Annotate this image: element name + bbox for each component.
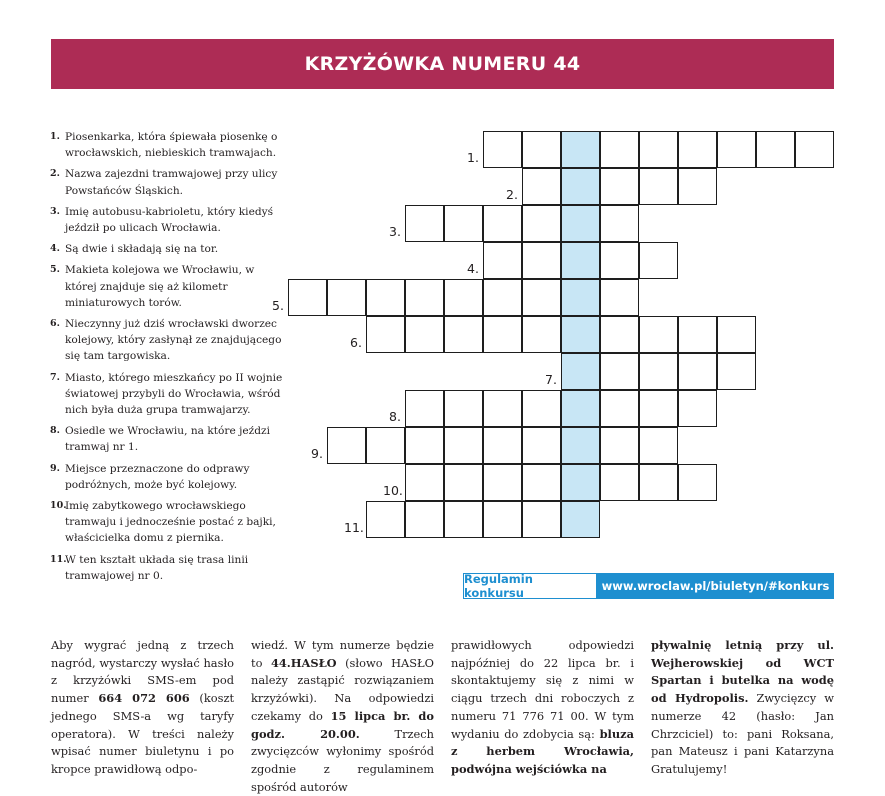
- instructions-column-4: [651, 637, 834, 779]
- row-number-label: 3.: [389, 224, 401, 239]
- clue-item: [50, 370, 285, 419]
- body-text: Zwycięzcy w numerze 42 (hasło: Jan Chrzciciel) to: pani Roksana, pan Mateusz i pani Katarzyna Gratulujemy!: [651, 691, 834, 776]
- clue-number: 11.: [50, 553, 67, 565]
- crossword-cell[interactable]: [405, 464, 444, 501]
- clue-item: [50, 552, 285, 584]
- clue-number: 5.: [50, 264, 60, 276]
- clue-text: Miasto, którego mieszkańcy po II wojnie światowej przybyli do Wrocławia, wśród nich była duża grupa tramwajarzy.: [65, 371, 283, 417]
- row-number-label: 8.: [389, 409, 401, 424]
- highlighted-text: 664 072 606: [98, 691, 190, 706]
- clue-text: Są dwie i składają się na tor.: [65, 243, 219, 256]
- body-text: Aby wygrać jedną z trzech nagród, wystarczy wysłać hasło z krzyżówki SMS-em pod numer: [51, 638, 234, 706]
- clue-text: W ten kształt układa się trasa linii tramwajowej nr 0.: [65, 553, 249, 582]
- crossword-cell[interactable]: [483, 464, 522, 501]
- crossword-cell[interactable]: [678, 353, 717, 390]
- crossword-cell[interactable]: [522, 168, 561, 205]
- highlighted-text: 44.HASŁO: [270, 655, 337, 670]
- answer-key-cell[interactable]: [561, 205, 600, 242]
- crossword-cell[interactable]: [639, 131, 678, 168]
- clue-text: Miejsce przeznaczone do odprawy podróżnych, może być kolejowy.: [65, 462, 250, 491]
- crossword-cell[interactable]: [405, 390, 444, 427]
- crossword-cell[interactable]: [600, 279, 639, 316]
- clue-item: [50, 129, 285, 161]
- clue-number: 8.: [50, 425, 60, 437]
- crossword-cell[interactable]: [678, 316, 717, 353]
- clue-item: [50, 423, 285, 455]
- instructions-column-2: [251, 637, 434, 796]
- crossword-cell[interactable]: [522, 427, 561, 464]
- clue-text: Makieta kolejowa we Wrocławiu, w której znajduje się aż kilometr miniaturowych torów.: [65, 264, 255, 309]
- body-text: prawidłowych odpowiedzi najpóźniej do 22 lipca br. i skontaktujemy się z nimi w ciągu trzech dni roboczych z numeru 71 776 71 00. W tym wydaniu do zdobycia są:: [451, 638, 634, 741]
- crossword-cell[interactable]: [366, 279, 405, 316]
- crossword-cell[interactable]: [366, 501, 405, 538]
- crossword-cell[interactable]: [405, 501, 444, 538]
- crossword-cell[interactable]: [600, 131, 639, 168]
- crossword-cell[interactable]: [522, 131, 561, 168]
- crossword-cell[interactable]: [405, 316, 444, 353]
- clue-item: [50, 241, 285, 257]
- crossword-cell[interactable]: [639, 464, 678, 501]
- clue-number: 7.: [50, 371, 60, 383]
- crossword-cell[interactable]: [522, 390, 561, 427]
- crossword-cell[interactable]: [405, 279, 444, 316]
- crossword-cell[interactable]: [483, 279, 522, 316]
- clue-list: [50, 129, 285, 589]
- rules-label[interactable]: Regulamin konkursu: [463, 573, 597, 599]
- crossword-cell[interactable]: [639, 390, 678, 427]
- crossword-cell[interactable]: [327, 279, 366, 316]
- crossword-cell[interactable]: [444, 316, 483, 353]
- crossword-cell[interactable]: [717, 131, 756, 168]
- clue-item: [50, 461, 285, 493]
- crossword-cell[interactable]: [639, 242, 678, 279]
- row-number-label: 2.: [506, 187, 518, 202]
- rules-link[interactable]: www.wroclaw.pl/biuletyn/#konkurs: [597, 573, 834, 599]
- answer-key-cell[interactable]: [561, 427, 600, 464]
- crossword-cell[interactable]: [444, 390, 483, 427]
- crossword-cell[interactable]: [600, 168, 639, 205]
- crossword-cell[interactable]: [600, 242, 639, 279]
- crossword-header: [51, 39, 834, 89]
- instructions-column-3: [451, 637, 634, 779]
- answer-key-cell[interactable]: [561, 131, 600, 168]
- crossword-cell[interactable]: [639, 353, 678, 390]
- crossword-cell[interactable]: [405, 205, 444, 242]
- crossword-cell[interactable]: [522, 501, 561, 538]
- clue-item: [50, 262, 285, 311]
- clue-item: [50, 204, 285, 236]
- crossword-cell[interactable]: [678, 131, 717, 168]
- crossword-cell[interactable]: [366, 427, 405, 464]
- crossword-cell[interactable]: [600, 427, 639, 464]
- crossword-cell[interactable]: [639, 168, 678, 205]
- clue-number: 2.: [50, 168, 60, 180]
- body-text: Trzech zwycięzców wyłonimy spośród zgodnie z regulaminem spośród autorów: [251, 726, 434, 794]
- crossword-cell[interactable]: [678, 168, 717, 205]
- crossword-cell[interactable]: [483, 242, 522, 279]
- row-number-label: 7.: [545, 372, 557, 387]
- crossword-cell[interactable]: [717, 316, 756, 353]
- clue-text: Nieczynny już dziś wrocławski dworzec kolejowy, który zasłynął ze znajdującego się tam targowiska.: [65, 318, 282, 363]
- crossword-cell[interactable]: [444, 205, 483, 242]
- crossword-cell[interactable]: [600, 464, 639, 501]
- crossword-cell[interactable]: [483, 501, 522, 538]
- clue-number: 3.: [50, 205, 60, 217]
- crossword-cell[interactable]: [483, 316, 522, 353]
- clue-number: 1.: [50, 131, 60, 142]
- answer-key-cell[interactable]: [561, 279, 600, 316]
- crossword-cell[interactable]: [795, 131, 834, 168]
- clue-item: [50, 316, 285, 365]
- clue-text: Imię zabytkowego wrocławskiego tramwaju i jednocześnie postać z bajki, właścicielka domu z piernika.: [65, 500, 276, 545]
- crossword-cell[interactable]: [444, 427, 483, 464]
- crossword-cell[interactable]: [600, 390, 639, 427]
- crossword-cell[interactable]: [327, 427, 366, 464]
- answer-key-cell[interactable]: [561, 353, 600, 390]
- clue-text: Piosenkarka, która śpiewała piosenkę o wrocławskich, niebieskich tramwajach.: [65, 131, 278, 160]
- crossword-cell[interactable]: [522, 316, 561, 353]
- body-text: (koszt jednego SMS-a wg taryfy operatora). W treści należy wpisać numer biuletynu i po kropce prawidłową odpo-: [51, 691, 235, 776]
- clue-item: [50, 166, 285, 198]
- crossword-cell[interactable]: [522, 242, 561, 279]
- crossword-cell[interactable]: [522, 205, 561, 242]
- crossword-cell[interactable]: [600, 353, 639, 390]
- answer-key-cell[interactable]: [561, 242, 600, 279]
- answer-key-cell[interactable]: [561, 464, 600, 501]
- highlighted-text: pływalnię letnią przy ul. Wejherowskiej od WCT Spartan i butelka na wodę od Hydropolis.: [651, 638, 834, 706]
- crossword-cell[interactable]: [483, 205, 522, 242]
- crossword-cell[interactable]: [444, 501, 483, 538]
- answer-key-cell[interactable]: [561, 501, 600, 538]
- crossword-cell[interactable]: [639, 316, 678, 353]
- row-number-label: 11.: [344, 520, 364, 535]
- clue-number: 4.: [50, 243, 60, 255]
- row-number-label: 4.: [467, 261, 479, 276]
- row-number-label: 1.: [467, 150, 479, 165]
- clue-text: Imię autobusu-kabrioletu, który kiedyś jeździł po ulicach Wrocławia.: [65, 205, 274, 235]
- body-text: (słowo HASŁO należy zastąpić rozwiązaniem krzyżówki). Na odpowiedzi czekamy do: [251, 655, 434, 723]
- crossword-cell[interactable]: [288, 279, 327, 316]
- crossword-cell[interactable]: [444, 279, 483, 316]
- crossword-cell[interactable]: [483, 390, 522, 427]
- body-text: wiedź. W tym numerze będzie to: [251, 638, 434, 670]
- crossword-cell[interactable]: [600, 205, 639, 242]
- crossword-cell[interactable]: [405, 427, 444, 464]
- answer-key-cell[interactable]: [561, 316, 600, 353]
- crossword-title: KRZYŻÓWKA NUMERU 44: [304, 53, 581, 75]
- crossword-cell[interactable]: [444, 464, 483, 501]
- crossword-cell[interactable]: [483, 427, 522, 464]
- crossword-cell[interactable]: [717, 353, 756, 390]
- clue-number: 9.: [50, 462, 60, 474]
- highlighted-text: bluza z herbem Wrocławia, podwójna wejściówka na: [451, 726, 634, 776]
- row-number-label: 9.: [311, 446, 323, 461]
- crossword-cell[interactable]: [522, 279, 561, 316]
- clue-number: 10.: [50, 500, 67, 512]
- crossword-cell[interactable]: [600, 316, 639, 353]
- crossword-cell[interactable]: [756, 131, 795, 168]
- row-number-label: 6.: [350, 335, 362, 350]
- crossword-cell[interactable]: [522, 464, 561, 501]
- answer-key-cell[interactable]: [561, 168, 600, 205]
- crossword-cell[interactable]: [366, 316, 405, 353]
- crossword-cell[interactable]: [639, 427, 678, 464]
- crossword-cell[interactable]: [678, 390, 717, 427]
- clue-number: 6.: [50, 318, 60, 330]
- instructions-column-1: [51, 637, 234, 779]
- clue-text: Nazwa zajezdni tramwajowej przy ulicy Powstańców Śląskich.: [65, 168, 278, 197]
- contest-rules-bar[interactable]: [463, 573, 834, 599]
- crossword-cell[interactable]: [483, 131, 522, 168]
- clue-text: Osiedle we Wrocławiu, na które jeździ tramwaj nr 1.: [65, 425, 270, 454]
- row-number-label: 10.: [383, 483, 403, 498]
- crossword-cell[interactable]: [678, 464, 717, 501]
- answer-key-cell[interactable]: [561, 390, 600, 427]
- row-number-label: 5.: [272, 298, 284, 313]
- highlighted-text: 15 lipca br. do godz. 20.00.: [251, 708, 434, 741]
- clue-item: [50, 498, 285, 547]
